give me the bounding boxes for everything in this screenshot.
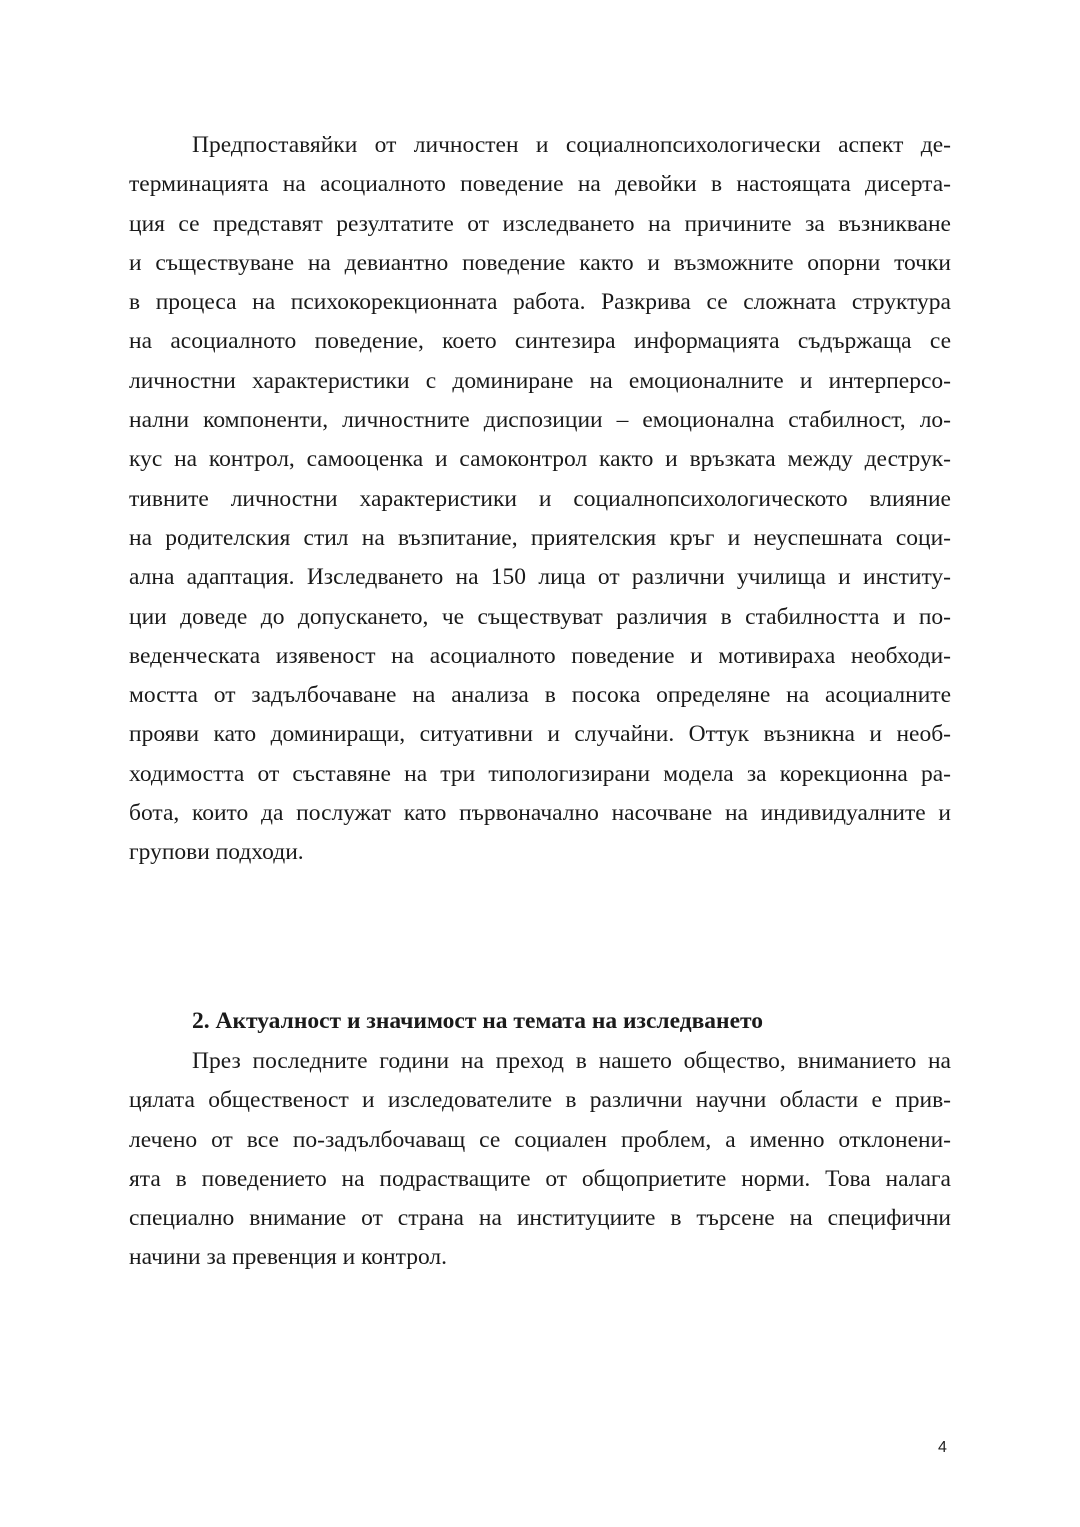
- paragraph-line: ята в поведението на подрастващите от общоприетите норми. Това налага: [129, 1165, 951, 1192]
- body-paragraph-1: [129, 126, 951, 873]
- paragraph-line: кус на контрол, самооценка и самоконтрол както и връзката между деструк-: [129, 446, 951, 473]
- paragraph-line: бота, които да послужат като първоначално насочване на индивидуалните и: [129, 800, 951, 827]
- paragraph-line: През последните години на преход в нашето общество, вниманието на: [192, 1048, 951, 1074]
- paragraph-line: на асоциалното поведение, което синтезира информацията съдържаща се: [129, 328, 951, 355]
- paragraph-line: мостта от задълбочаване на анализа в посока определяне на асоциалните: [129, 682, 951, 709]
- paragraph-line: начини за превенция и контрол.: [129, 1244, 447, 1271]
- paragraph-line: специално внимание от страна на институциите в търсене на специфични: [129, 1205, 951, 1232]
- paragraph-line: лечено от все по-задълбочаващ се социален проблем, а именно отклонени-: [129, 1126, 951, 1153]
- paragraph-line: и съществуване на девиантно поведение както и възможните опорни точки: [129, 249, 951, 276]
- body-paragraph-2: [129, 1042, 951, 1278]
- paragraph-line: прояви като доминиращи, ситуативни и случайни. Оттук възникна и необ-: [129, 721, 951, 748]
- paragraph-line: личностни характеристики с доминиране на емоционалните и интерперсо-: [129, 367, 951, 394]
- paragraph-line: веденческата изявеност на асоциалното поведение и мотивираха необходи-: [129, 642, 951, 669]
- paragraph-line: нални компоненти, личностните диспозиции – емоционална стабилност, ло-: [129, 407, 951, 434]
- paragraph-line: Предпоставяйки от личностен и социалнопсихологически аспект де-: [192, 132, 951, 158]
- paragraph-line: ална адаптация. Изследването на 150 лица от различни училища и институ-: [129, 564, 951, 591]
- paragraph-line: в процеса на психокорекционната работа. Разкрива се сложната структура: [129, 289, 951, 316]
- paragraph-line: цялата общественост и изследователите в различни научни области е прив-: [129, 1087, 951, 1114]
- paragraph-line: тивните личностни характеристики и социалнопсихологическото влияние: [129, 485, 951, 512]
- paragraph-line: на родителския стил на възпитание, приятелския кръг и неуспешната соци-: [129, 524, 951, 551]
- page-number: 4: [938, 1439, 947, 1456]
- paragraph-line: ция се представят резултатите от изследването на причините за възникване: [129, 210, 951, 237]
- paragraph-line: групови подходи.: [129, 839, 304, 866]
- section-heading: 2. Актуалност и значимост на темата на изследването: [192, 1008, 764, 1034]
- paragraph-line: терминацията на асоциалното поведение на девойки в настоящата дисерта-: [129, 171, 951, 198]
- paragraph-line: ходимостта от съставяне на три типологизирани модела за корекционна ра-: [129, 760, 951, 787]
- paragraph-line: ции доведе до допускането, че съществуват различия в стабилността и по-: [129, 603, 951, 630]
